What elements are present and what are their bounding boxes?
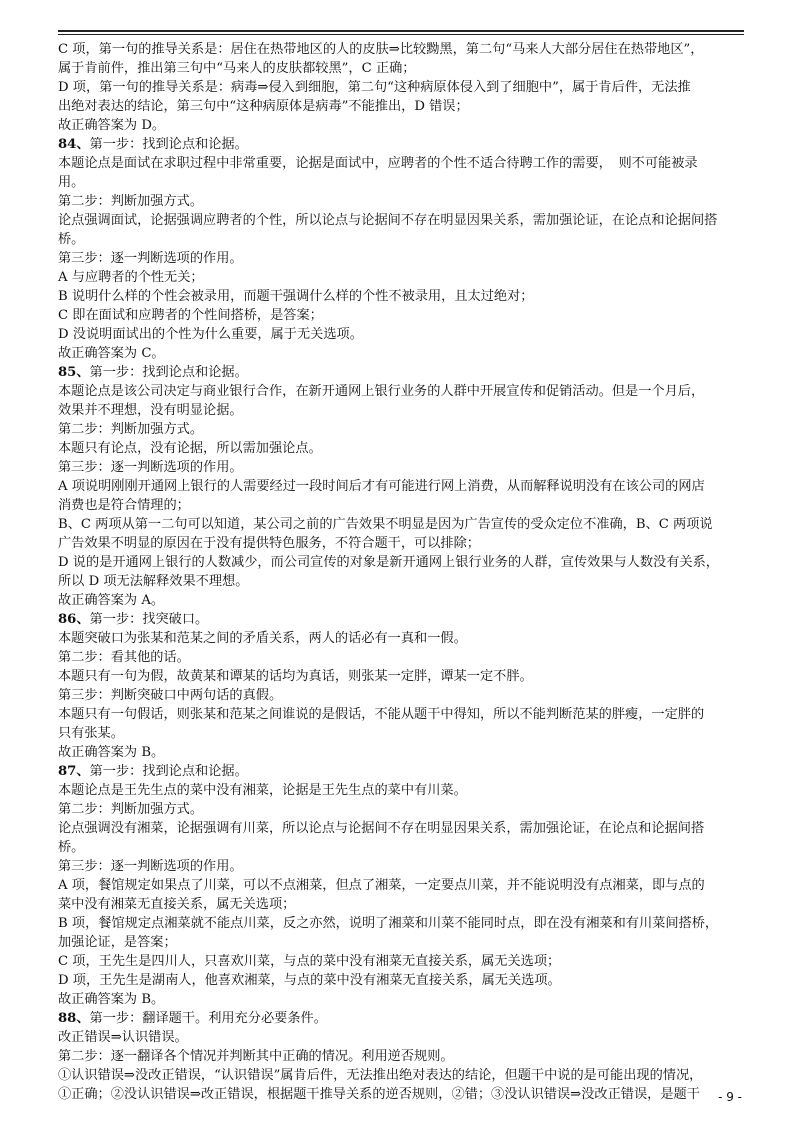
text-line [58, 192, 746, 211]
text-line [58, 382, 746, 401]
line-text: 桥。 [58, 232, 85, 247]
line-text: 本题只有一句假话，则张某和范某之间谁说的是假话，不能从题干中得知，所以不能判断范某的胖瘦，一定胖的 [58, 707, 705, 722]
line-text: 出绝对表达的结论，第三句中“这种病原体是病毒”不能推出，D 错误； [58, 99, 469, 114]
text-line [58, 116, 746, 135]
line-text: 广告效果不明显的原因在于没有提供特色服务，不符合题干，可以排除； [58, 536, 480, 551]
text-line [58, 819, 746, 838]
line-text: D 项，王先生是湖南人，他喜欢湘菜，与点的菜中没有湘菜无直接关系，属无关选项。 [58, 973, 561, 988]
line-text: A 项说明刚刚开通网上银行的人需要经过一段时间后才有可能进行网上消费，从而解释说明没有在该公司的网店 [58, 479, 705, 494]
text-line [58, 762, 746, 781]
line-text: 第三步：逐一判断选项的作用。 [58, 460, 243, 475]
line-text: 菜中没有湘菜无直接关系，属无关选项； [58, 897, 296, 912]
text-line [58, 610, 746, 629]
line-text: 属于肯前件，推出第三句中“马来人的皮肤都较黑”，C 正确； [58, 61, 416, 76]
text-line [58, 686, 746, 705]
text-line [58, 420, 746, 439]
text-line [58, 648, 746, 667]
text-line [58, 97, 746, 116]
header-rule-thin [58, 34, 744, 35]
text-line [58, 306, 746, 325]
line-text: B、C 两项从第一二句可以知道，某公司之前的广告效果不明显是因为广告宣传的受众定位不准确，B、C 两项说 [58, 517, 713, 532]
line-text: ①正确；②没认识错误⇒改正错误，根据题干推导关系的逆否规则，②错；③没认识错误⇒没改正错误，是题干 [58, 1087, 700, 1102]
text-line [58, 629, 746, 648]
line-text: 第二步：判断加强方式。 [58, 802, 204, 817]
text-line [58, 705, 746, 724]
text-line [58, 1085, 746, 1104]
text-line [58, 40, 746, 59]
line-text: C 即在面试和应聘者的个性间搭桥，是答案； [58, 308, 323, 323]
document-body [58, 40, 746, 1104]
line-text: 桥。 [58, 840, 85, 855]
line-text: 第二步：看其他的话。 [58, 650, 190, 665]
text-line [58, 344, 746, 363]
line-text: 第一步：找到论点和论据。 [89, 365, 248, 380]
text-line [58, 268, 746, 287]
question-number: 87、 [58, 764, 90, 779]
text-line [58, 743, 746, 762]
line-text: 效果并不理想，没有明显论据。 [58, 403, 243, 418]
line-text: 用。 [58, 175, 85, 190]
text-line [58, 287, 746, 306]
line-text: A 项，餐馆规定如果点了川菜，可以不点湘菜，但点了湘菜，一定要点川菜，并不能说明没有点湘菜，即与点的 [58, 878, 705, 893]
line-text: 本题只有论点，没有论据，所以需加强论点。 [58, 441, 322, 456]
line-text: 故正确答案为 B。 [58, 992, 165, 1007]
line-text: 加强论证，是答案； [58, 935, 177, 950]
line-text: 故正确答案为 D。 [58, 118, 166, 133]
text-line [58, 211, 746, 230]
line-text: 论点强调面试，论据强调应聘者的个性，所以论点与论据间不存在明显因果关系，需加强论证，在论点和论据间搭 [58, 213, 718, 228]
line-text: 第二步：判断加强方式。 [58, 422, 204, 437]
text-line [58, 914, 746, 933]
text-line [58, 515, 746, 534]
text-line [58, 876, 746, 895]
line-text: 第一步：翻译题干。利用充分必要条件。 [89, 1011, 327, 1026]
question-number: 85、 [58, 365, 90, 380]
line-text: C 项，王先生是四川人，只喜欢川菜，与点的菜中没有湘菜无直接关系，属无关选项； [58, 954, 561, 969]
text-line [58, 477, 746, 496]
line-text: 第一步：找突破口。 [89, 612, 209, 627]
text-line [58, 154, 746, 173]
text-line [58, 78, 746, 97]
text-line [58, 439, 746, 458]
text-line [58, 572, 746, 591]
line-text: 第二步：逐一翻译各个情况并判断其中正确的情况。利用逆否规则。 [58, 1049, 454, 1064]
question-number: 86、 [58, 612, 90, 627]
text-line [58, 724, 746, 743]
text-line [58, 952, 746, 971]
text-line [58, 857, 746, 876]
line-text: A 与应聘者的个性无关； [58, 270, 204, 285]
page-number: - 9 - [718, 1090, 742, 1104]
text-line [58, 838, 746, 857]
text-line [58, 401, 746, 420]
line-text: B 项，餐馆规定点湘菜就不能点川菜，反之亦然，说明了湘菜和川菜不能同时点，即在没有湘菜和有川菜间搭桥， [58, 916, 719, 931]
line-text: 本题论点是王先生点的菜中没有湘菜，论据是王先生点的菜中有川菜。 [58, 783, 467, 798]
line-text: 本题只有一句为假，故黄某和谭某的话均为真话，则张某一定胖，谭某一定不胖。 [58, 669, 533, 684]
text-line [58, 553, 746, 572]
text-line [58, 59, 746, 78]
text-line [58, 249, 746, 268]
line-text: 本题论点是面试在求职过程中非常重要，论据是面试中，应聘者的个性不适合待聘工作的需要， 则不可能被录 [58, 156, 698, 171]
text-line [58, 496, 746, 515]
line-text: 第一步：找到论点和论据。 [89, 137, 248, 152]
line-text: 故正确答案为 A。 [58, 593, 165, 608]
text-line [58, 971, 746, 990]
text-line [58, 363, 746, 382]
line-text: 第三步：逐一判断选项的作用。 [58, 251, 243, 266]
text-line [58, 135, 746, 154]
text-line [58, 933, 746, 952]
header-rule-thick [58, 30, 744, 32]
line-text: 消费也是符合情理的； [58, 498, 190, 513]
line-text: 论点强调没有湘菜，论据强调有川菜，所以论点与论据间不存在明显因果关系，需加强论证，在论点和论据间搭 [58, 821, 705, 836]
text-line [58, 173, 746, 192]
text-line [58, 667, 746, 686]
text-line [58, 591, 746, 610]
line-text: D 说的是开通网上银行的人数减少，而公司宣传的对象是新开通网上银行业务的人群，宣传效果与人数没有关系， [58, 555, 719, 570]
text-line [58, 990, 746, 1009]
text-line [58, 1009, 746, 1028]
text-line [58, 325, 746, 344]
line-text: 所以 D 项无法解释效果不理想。 [58, 574, 249, 589]
line-text: ①认识错误⇒没改正错误，“认识错误”属肯后件，无法推出绝对表达的结论，但题干中说的是可能出现的情况， [58, 1068, 703, 1083]
line-text: 第三步：判断突破口中两句话的真假。 [58, 688, 283, 703]
text-line [58, 1066, 746, 1085]
text-line [58, 781, 746, 800]
line-text: D 没说明面试出的个性为什么重要，属于无关选项。 [58, 327, 363, 342]
line-text: 故正确答案为 B。 [58, 745, 165, 760]
line-text: 第一步：找到论点和论据。 [89, 764, 248, 779]
line-text: B 说明什么样的个性会被录用，而题干强调什么样的个性不被录用，且太过绝对； [58, 289, 534, 304]
text-line [58, 230, 746, 249]
text-line [58, 458, 746, 477]
text-line [58, 1047, 746, 1066]
text-line [58, 800, 746, 819]
question-number: 84、 [58, 137, 90, 152]
line-text: 只有张某。 [58, 726, 124, 741]
line-text: 故正确答案为 C。 [58, 346, 165, 361]
text-line [58, 1028, 746, 1047]
line-text: 本题论点是该公司决定与商业银行合作，在新开通网上银行业务的人群中开展宣传和促销活动。但是一个月后， [58, 384, 705, 399]
line-text: 第二步：判断加强方式。 [58, 194, 204, 209]
text-line [58, 534, 746, 553]
line-text: D 项，第一句的推导关系是：病毒⇒侵入到细胞，第二句“这种病原体侵入到了细胞中”，属于肯后件，无法推 [58, 80, 691, 95]
line-text: 改正错误⇒认识错误。 [58, 1030, 188, 1045]
text-line [58, 895, 746, 914]
line-text: C 项，第一句的推导关系是：居住在热带地区的人的皮肤⇒比较黝黑，第二句“马来人大部分居住在热带地区”， [58, 42, 704, 57]
question-number: 88、 [58, 1011, 90, 1026]
line-text: 第三步：逐一判断选项的作用。 [58, 859, 243, 874]
line-text: 本题突破口为张某和范某之间的矛盾关系，两人的话必有一真和一假。 [58, 631, 467, 646]
